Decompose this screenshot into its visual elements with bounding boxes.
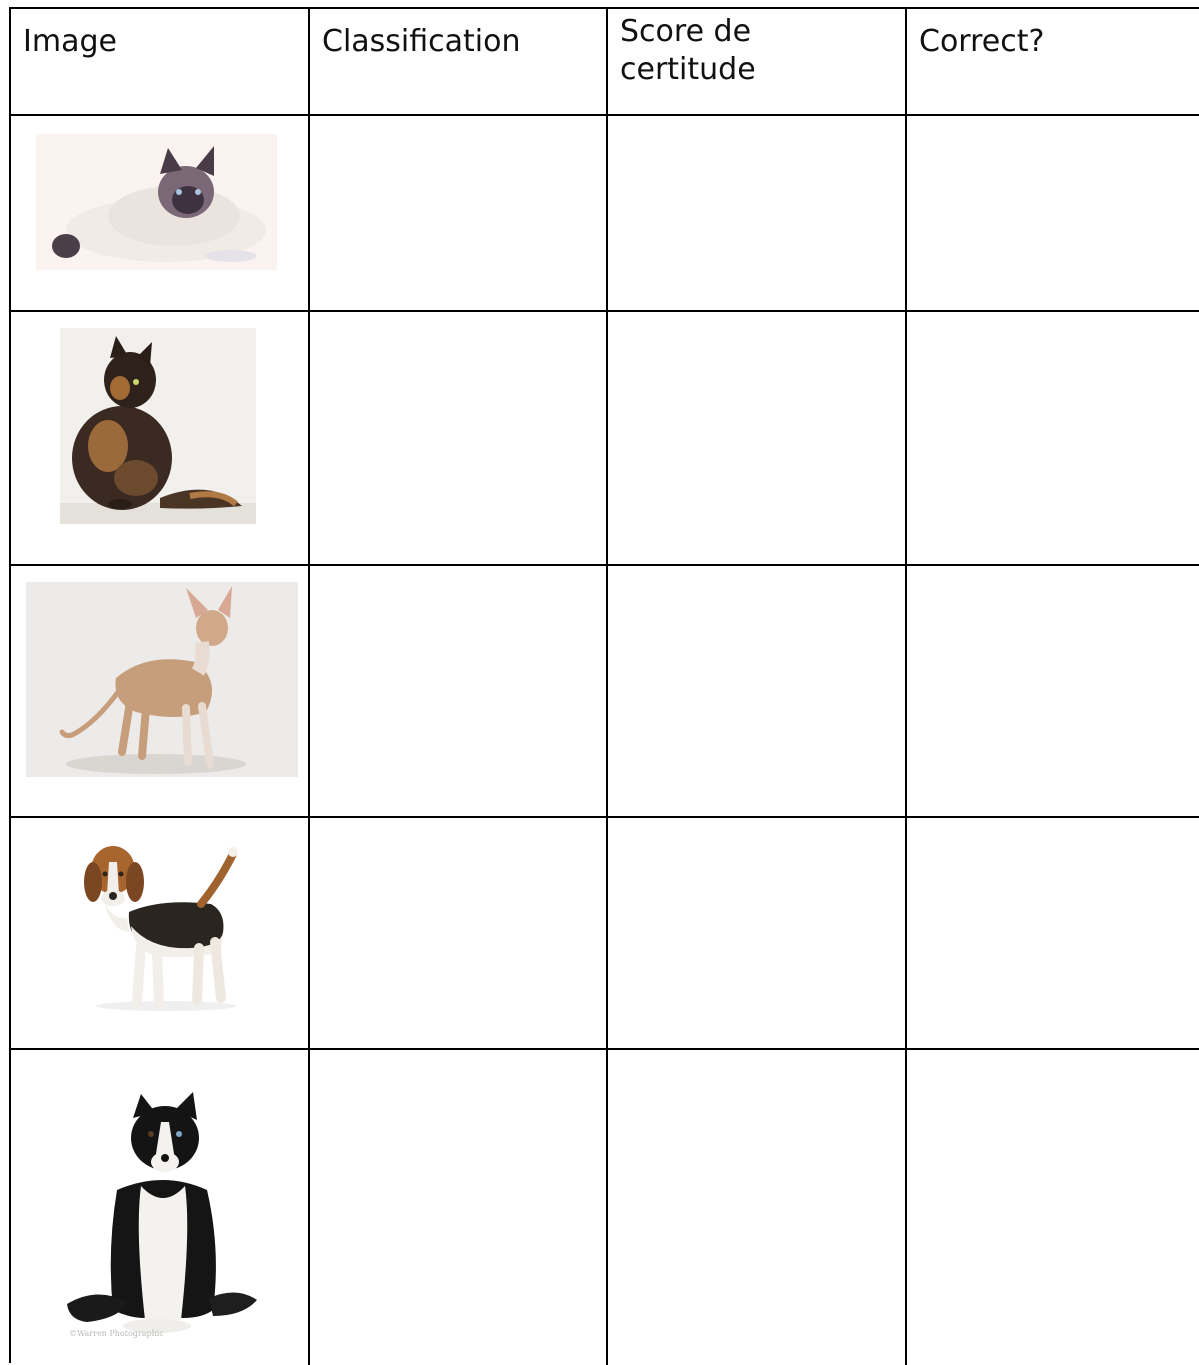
table-row-5-correct[interactable] (907, 1050, 1199, 1365)
table-row-2-correct[interactable] (907, 312, 1199, 566)
header-correct (907, 9, 1199, 116)
table-row-4-classification[interactable] (310, 818, 608, 1050)
beagle-dog-photo (71, 842, 251, 1012)
header-classification (310, 9, 608, 116)
table-row-5-classification[interactable] (310, 1050, 608, 1365)
table-row-4-correct[interactable] (907, 818, 1199, 1050)
table-row-5-score[interactable] (608, 1050, 907, 1365)
table-row-3-classification[interactable] (310, 566, 608, 818)
table-row-2-score[interactable] (608, 312, 907, 566)
table-row-1-classification[interactable] (310, 116, 608, 312)
table-row-3-image-cell (11, 566, 310, 818)
table-row-3-score[interactable] (608, 566, 907, 818)
border-collie-dog-photo (57, 1090, 269, 1340)
tortoiseshell-kitten-photo (60, 328, 256, 524)
table-row-2-classification[interactable] (310, 312, 608, 566)
table-row-1-correct[interactable] (907, 116, 1199, 312)
header-image (11, 9, 310, 116)
classification-table (9, 7, 1199, 1363)
header-classification-label: Classification (322, 24, 521, 59)
header-image-label: Image (23, 24, 117, 59)
table-row-4-image-cell (11, 818, 310, 1050)
header-correct-label: Correct? (919, 24, 1045, 59)
cornish-rex-cat-photo (26, 582, 298, 777)
birman-cat-photo (36, 134, 277, 270)
table-row-5-image-cell (11, 1050, 310, 1365)
header-score-label: Score de certitude (620, 14, 756, 87)
watermark-text: ©Warren Photographic (69, 1329, 164, 1338)
table-row-1-image-cell (11, 116, 310, 312)
table-row-3-correct[interactable] (907, 566, 1199, 818)
table-row-4-score[interactable] (608, 818, 907, 1050)
table-row-2-image-cell (11, 312, 310, 566)
table-row-1-score[interactable] (608, 116, 907, 312)
header-score (608, 9, 907, 116)
